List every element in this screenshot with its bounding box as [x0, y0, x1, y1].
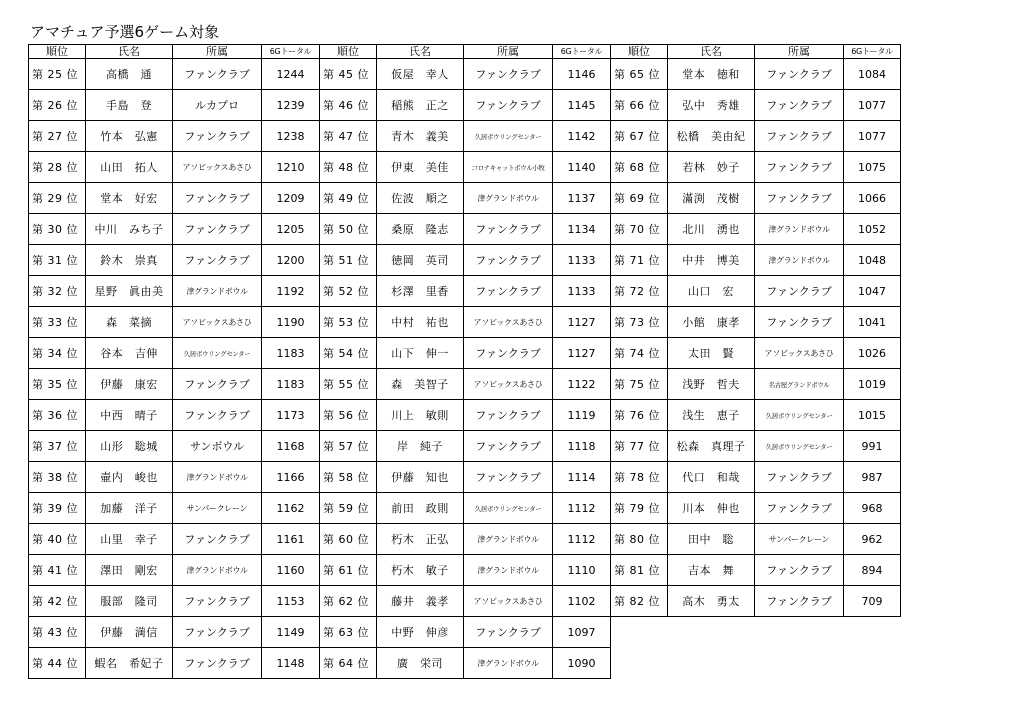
total-cell: 1239: [262, 90, 320, 121]
rank-cell: 第 52 位: [320, 276, 377, 307]
total-cell: 1112: [553, 493, 611, 524]
club-header: 所属: [173, 45, 262, 59]
name-cell: 澤田 剛宏: [86, 555, 173, 586]
rank-cell: 第 66 位: [611, 90, 668, 121]
club-cell: ファンクラブ: [755, 90, 844, 121]
total-header: 6Gトータル: [553, 45, 611, 59]
total-cell: 709: [844, 586, 901, 617]
club-cell: ルカプロ: [173, 90, 262, 121]
total-cell: 1052: [844, 214, 901, 245]
rank-cell: 第 81 位: [611, 555, 668, 586]
name-cell: 小館 康孝: [668, 307, 755, 338]
name-cell: 高橋 通: [86, 59, 173, 90]
club-cell: 津グランドボウル: [755, 214, 844, 245]
total-cell: 1077: [844, 121, 901, 152]
total-cell: 991: [844, 431, 901, 462]
total-cell: 1084: [844, 59, 901, 90]
total-cell: 1048: [844, 245, 901, 276]
empty-cell: [844, 648, 901, 679]
club-cell: 津グランドボウル: [464, 524, 553, 555]
table-row: [29, 121, 901, 152]
name-cell: 弘中 秀雄: [668, 90, 755, 121]
total-header: 6Gトータル: [262, 45, 320, 59]
name-cell: 佐波 順之: [377, 183, 464, 214]
rank-cell: 第 34 位: [29, 338, 86, 369]
name-cell: 壷内 峻也: [86, 462, 173, 493]
rank-cell: 第 79 位: [611, 493, 668, 524]
rank-cell: 第 49 位: [320, 183, 377, 214]
rank-header: 順位: [29, 45, 86, 59]
name-cell: 手島 登: [86, 90, 173, 121]
name-cell: 中村 祐也: [377, 307, 464, 338]
club-cell: ファンクラブ: [464, 214, 553, 245]
table-row: [29, 276, 901, 307]
club-cell: ファンクラブ: [464, 276, 553, 307]
total-cell: 1173: [262, 400, 320, 431]
name-cell: 北川 湧也: [668, 214, 755, 245]
club-cell: ファンクラブ: [464, 338, 553, 369]
name-cell: 川上 敏則: [377, 400, 464, 431]
total-cell: 1183: [262, 338, 320, 369]
club-cell: 久居ボウリングセンター: [464, 493, 553, 524]
total-header: 6Gトータル: [844, 45, 901, 59]
club-cell: ファンクラブ: [173, 617, 262, 648]
club-cell: 久居ボウリングセンター: [755, 400, 844, 431]
name-cell: 松橋 美由紀: [668, 121, 755, 152]
empty-cell: [611, 648, 668, 679]
club-header: 所属: [755, 45, 844, 59]
table-row: [29, 152, 901, 183]
rank-cell: 第 46 位: [320, 90, 377, 121]
total-cell: 1145: [553, 90, 611, 121]
table-row: [29, 648, 901, 679]
total-cell: 1019: [844, 369, 901, 400]
rank-cell: 第 58 位: [320, 462, 377, 493]
total-cell: 1102: [553, 586, 611, 617]
club-cell: ファンクラブ: [755, 307, 844, 338]
rank-cell: 第 40 位: [29, 524, 86, 555]
total-cell: 1097: [553, 617, 611, 648]
name-header: 氏名: [377, 45, 464, 59]
rank-cell: 第 54 位: [320, 338, 377, 369]
table-row: [29, 493, 901, 524]
total-cell: 1168: [262, 431, 320, 462]
name-cell: 鈴木 崇真: [86, 245, 173, 276]
rank-cell: 第 78 位: [611, 462, 668, 493]
rank-cell: 第 29 位: [29, 183, 86, 214]
club-cell: ファンクラブ: [464, 400, 553, 431]
name-cell: 前田 政則: [377, 493, 464, 524]
name-cell: 山形 聡城: [86, 431, 173, 462]
rank-cell: 第 70 位: [611, 214, 668, 245]
club-cell: ファンクラブ: [173, 586, 262, 617]
rank-cell: 第 35 位: [29, 369, 86, 400]
rank-cell: 第 44 位: [29, 648, 86, 679]
rank-cell: 第 38 位: [29, 462, 86, 493]
club-cell: サンボウル: [173, 431, 262, 462]
total-cell: 1133: [553, 276, 611, 307]
name-cell: 堂本 徳和: [668, 59, 755, 90]
table-row: [29, 555, 901, 586]
name-cell: 桑原 隆志: [377, 214, 464, 245]
rank-cell: 第 37 位: [29, 431, 86, 462]
club-cell: ファンクラブ: [755, 183, 844, 214]
total-cell: 1114: [553, 462, 611, 493]
rank-cell: 第 53 位: [320, 307, 377, 338]
total-cell: 1122: [553, 369, 611, 400]
total-cell: 1148: [262, 648, 320, 679]
name-cell: 松森 真理子: [668, 431, 755, 462]
total-cell: 1119: [553, 400, 611, 431]
rank-cell: 第 71 位: [611, 245, 668, 276]
club-cell: ファンクラブ: [464, 59, 553, 90]
rank-cell: 第 47 位: [320, 121, 377, 152]
total-cell: 1026: [844, 338, 901, 369]
name-cell: 稲熊 正之: [377, 90, 464, 121]
name-cell: 朽木 正弘: [377, 524, 464, 555]
club-cell: アソビックスあさひ: [173, 152, 262, 183]
club-cell: ファンクラブ: [173, 369, 262, 400]
rank-cell: 第 60 位: [320, 524, 377, 555]
name-cell: 青木 義美: [377, 121, 464, 152]
empty-cell: [668, 648, 755, 679]
total-cell: 1133: [553, 245, 611, 276]
name-cell: 中井 博美: [668, 245, 755, 276]
club-cell: ファンクラブ: [464, 617, 553, 648]
rank-cell: 第 32 位: [29, 276, 86, 307]
total-cell: 1112: [553, 524, 611, 555]
total-cell: 1110: [553, 555, 611, 586]
name-cell: 徳岡 英司: [377, 245, 464, 276]
rank-cell: 第 27 位: [29, 121, 86, 152]
club-cell: 津グランドボウル: [464, 648, 553, 679]
total-cell: 962: [844, 524, 901, 555]
rank-header: 順位: [320, 45, 377, 59]
table-row: [29, 214, 901, 245]
rank-cell: 第 65 位: [611, 59, 668, 90]
name-cell: 山里 幸子: [86, 524, 173, 555]
rank-cell: 第 51 位: [320, 245, 377, 276]
name-cell: 岸 純子: [377, 431, 464, 462]
table-row: [29, 90, 901, 121]
name-cell: 朽木 敏子: [377, 555, 464, 586]
club-cell: ファンクラブ: [755, 493, 844, 524]
rank-cell: 第 39 位: [29, 493, 86, 524]
club-cell: アソビックスあさひ: [464, 307, 553, 338]
results-table: [28, 44, 901, 679]
total-cell: 1127: [553, 338, 611, 369]
rank-cell: 第 45 位: [320, 59, 377, 90]
rank-cell: 第 36 位: [29, 400, 86, 431]
total-cell: 1149: [262, 617, 320, 648]
name-cell: 竹本 弘憲: [86, 121, 173, 152]
club-cell: 名古屋グランドボウル: [755, 369, 844, 400]
club-cell: ファンクラブ: [755, 462, 844, 493]
name-cell: 中野 伸彦: [377, 617, 464, 648]
club-cell: ファンクラブ: [173, 214, 262, 245]
name-cell: 太田 賢: [668, 338, 755, 369]
total-cell: 1205: [262, 214, 320, 245]
club-cell: ファンクラブ: [173, 121, 262, 152]
rank-cell: 第 74 位: [611, 338, 668, 369]
club-cell: 津グランドボウル: [464, 555, 553, 586]
name-cell: 山下 伸一: [377, 338, 464, 369]
empty-cell: [844, 617, 901, 648]
club-cell: ファンクラブ: [464, 245, 553, 276]
total-cell: 1090: [553, 648, 611, 679]
table-row: [29, 59, 901, 90]
rank-cell: 第 30 位: [29, 214, 86, 245]
rank-cell: 第 67 位: [611, 121, 668, 152]
table-row: [29, 245, 901, 276]
total-cell: 1190: [262, 307, 320, 338]
club-cell: サンパークレーン: [755, 524, 844, 555]
club-cell: ファンクラブ: [755, 152, 844, 183]
table-row: [29, 462, 901, 493]
name-cell: 藤井 義孝: [377, 586, 464, 617]
total-cell: 1077: [844, 90, 901, 121]
total-cell: 1209: [262, 183, 320, 214]
total-cell: 1140: [553, 152, 611, 183]
name-cell: 山口 宏: [668, 276, 755, 307]
total-cell: 1160: [262, 555, 320, 586]
club-header: 所属: [464, 45, 553, 59]
total-cell: 1015: [844, 400, 901, 431]
table-row: [29, 586, 901, 617]
club-cell: ファンクラブ: [173, 245, 262, 276]
name-cell: 伊藤 満信: [86, 617, 173, 648]
club-cell: 久居ボウリングセンター: [464, 121, 553, 152]
club-cell: ファンクラブ: [173, 183, 262, 214]
name-cell: 仮屋 幸人: [377, 59, 464, 90]
rank-cell: 第 55 位: [320, 369, 377, 400]
name-cell: 加藤 洋子: [86, 493, 173, 524]
name-cell: 高木 勇太: [668, 586, 755, 617]
rank-cell: 第 26 位: [29, 90, 86, 121]
club-cell: アソビックスあさひ: [464, 586, 553, 617]
empty-cell: [755, 617, 844, 648]
name-cell: 伊藤 康宏: [86, 369, 173, 400]
total-cell: 1200: [262, 245, 320, 276]
empty-cell: [668, 617, 755, 648]
club-cell: 津グランドボウル: [173, 462, 262, 493]
rank-cell: 第 48 位: [320, 152, 377, 183]
club-cell: ファンクラブ: [755, 121, 844, 152]
total-cell: 1238: [262, 121, 320, 152]
total-cell: 1166: [262, 462, 320, 493]
rank-cell: 第 68 位: [611, 152, 668, 183]
total-cell: 1142: [553, 121, 611, 152]
club-cell: 津グランドボウル: [755, 245, 844, 276]
name-cell: 若林 妙子: [668, 152, 755, 183]
total-cell: 1183: [262, 369, 320, 400]
club-cell: 久居ボウリングセンター: [173, 338, 262, 369]
name-cell: 杉澤 里香: [377, 276, 464, 307]
name-cell: 中川 みち子: [86, 214, 173, 245]
rank-header: 順位: [611, 45, 668, 59]
total-cell: 1075: [844, 152, 901, 183]
rank-cell: 第 57 位: [320, 431, 377, 462]
name-cell: 伊藤 知也: [377, 462, 464, 493]
name-cell: 森 菜摘: [86, 307, 173, 338]
club-cell: アソビックスあさひ: [173, 307, 262, 338]
total-cell: 1162: [262, 493, 320, 524]
club-cell: 津グランドボウル: [464, 183, 553, 214]
name-cell: 森 美智子: [377, 369, 464, 400]
club-cell: ファンクラブ: [755, 276, 844, 307]
rank-cell: 第 80 位: [611, 524, 668, 555]
empty-cell: [611, 617, 668, 648]
name-cell: 伊東 美佳: [377, 152, 464, 183]
table-row: [29, 431, 901, 462]
total-cell: 1210: [262, 152, 320, 183]
club-cell: 久居ボウリングセンター: [755, 431, 844, 462]
total-cell: 1047: [844, 276, 901, 307]
rank-cell: 第 82 位: [611, 586, 668, 617]
name-cell: 谷本 吉伸: [86, 338, 173, 369]
table-row: [29, 617, 901, 648]
rank-cell: 第 56 位: [320, 400, 377, 431]
rank-cell: 第 28 位: [29, 152, 86, 183]
name-cell: 田中 聡: [668, 524, 755, 555]
rank-cell: 第 77 位: [611, 431, 668, 462]
club-cell: ファンクラブ: [173, 59, 262, 90]
table-row: [29, 338, 901, 369]
header-row: [29, 45, 901, 59]
club-cell: ファンクラブ: [173, 524, 262, 555]
total-cell: 1137: [553, 183, 611, 214]
rank-cell: 第 33 位: [29, 307, 86, 338]
name-cell: 吉本 舞: [668, 555, 755, 586]
rank-cell: 第 31 位: [29, 245, 86, 276]
club-cell: ファンクラブ: [464, 431, 553, 462]
name-cell: 川本 伸也: [668, 493, 755, 524]
club-cell: サンパークレーン: [173, 493, 262, 524]
table-row: [29, 183, 901, 214]
total-cell: 1118: [553, 431, 611, 462]
club-cell: アソビックスあさひ: [464, 369, 553, 400]
club-cell: 津グランドボウル: [173, 276, 262, 307]
club-cell: ファンクラブ: [173, 648, 262, 679]
total-cell: 1244: [262, 59, 320, 90]
club-cell: ファンクラブ: [755, 586, 844, 617]
rank-cell: 第 63 位: [320, 617, 377, 648]
total-cell: 968: [844, 493, 901, 524]
rank-cell: 第 50 位: [320, 214, 377, 245]
rank-cell: 第 64 位: [320, 648, 377, 679]
club-cell: ファンクラブ: [464, 462, 553, 493]
rank-cell: 第 69 位: [611, 183, 668, 214]
table-row: [29, 524, 901, 555]
name-header: 氏名: [86, 45, 173, 59]
rank-cell: 第 41 位: [29, 555, 86, 586]
total-cell: 1192: [262, 276, 320, 307]
rank-cell: 第 61 位: [320, 555, 377, 586]
club-cell: ファンクラブ: [755, 59, 844, 90]
total-cell: 1041: [844, 307, 901, 338]
name-cell: 山田 拓人: [86, 152, 173, 183]
name-cell: 星野 眞由美: [86, 276, 173, 307]
name-cell: 中西 晴子: [86, 400, 173, 431]
name-cell: 滿渕 茂樹: [668, 183, 755, 214]
club-cell: ファンクラブ: [464, 90, 553, 121]
total-cell: 1066: [844, 183, 901, 214]
name-cell: 廣 栄司: [377, 648, 464, 679]
name-cell: 代口 和哉: [668, 462, 755, 493]
table-row: [29, 307, 901, 338]
page-title: アマチュア予選6ゲーム対象: [30, 23, 220, 41]
total-cell: 894: [844, 555, 901, 586]
rank-cell: 第 62 位: [320, 586, 377, 617]
empty-cell: [755, 648, 844, 679]
total-cell: 987: [844, 462, 901, 493]
rank-cell: 第 73 位: [611, 307, 668, 338]
rank-cell: 第 75 位: [611, 369, 668, 400]
rank-cell: 第 76 位: [611, 400, 668, 431]
rank-cell: 第 59 位: [320, 493, 377, 524]
rank-cell: 第 43 位: [29, 617, 86, 648]
rank-cell: 第 72 位: [611, 276, 668, 307]
name-cell: 浅生 恵子: [668, 400, 755, 431]
name-cell: 蝦名 希妃子: [86, 648, 173, 679]
club-cell: ファンクラブ: [173, 400, 262, 431]
rank-cell: 第 25 位: [29, 59, 86, 90]
club-cell: アソビックスあさひ: [755, 338, 844, 369]
club-cell: コロナキャットボウル小牧: [464, 152, 553, 183]
total-cell: 1146: [553, 59, 611, 90]
table-row: [29, 400, 901, 431]
name-cell: 浅野 哲夫: [668, 369, 755, 400]
total-cell: 1127: [553, 307, 611, 338]
club-cell: 津グランドボウル: [173, 555, 262, 586]
rank-cell: 第 42 位: [29, 586, 86, 617]
total-cell: 1153: [262, 586, 320, 617]
name-cell: 堂本 好宏: [86, 183, 173, 214]
club-cell: ファンクラブ: [755, 555, 844, 586]
table-row: [29, 369, 901, 400]
total-cell: 1161: [262, 524, 320, 555]
name-header: 氏名: [668, 45, 755, 59]
total-cell: 1134: [553, 214, 611, 245]
name-cell: 服部 隆司: [86, 586, 173, 617]
